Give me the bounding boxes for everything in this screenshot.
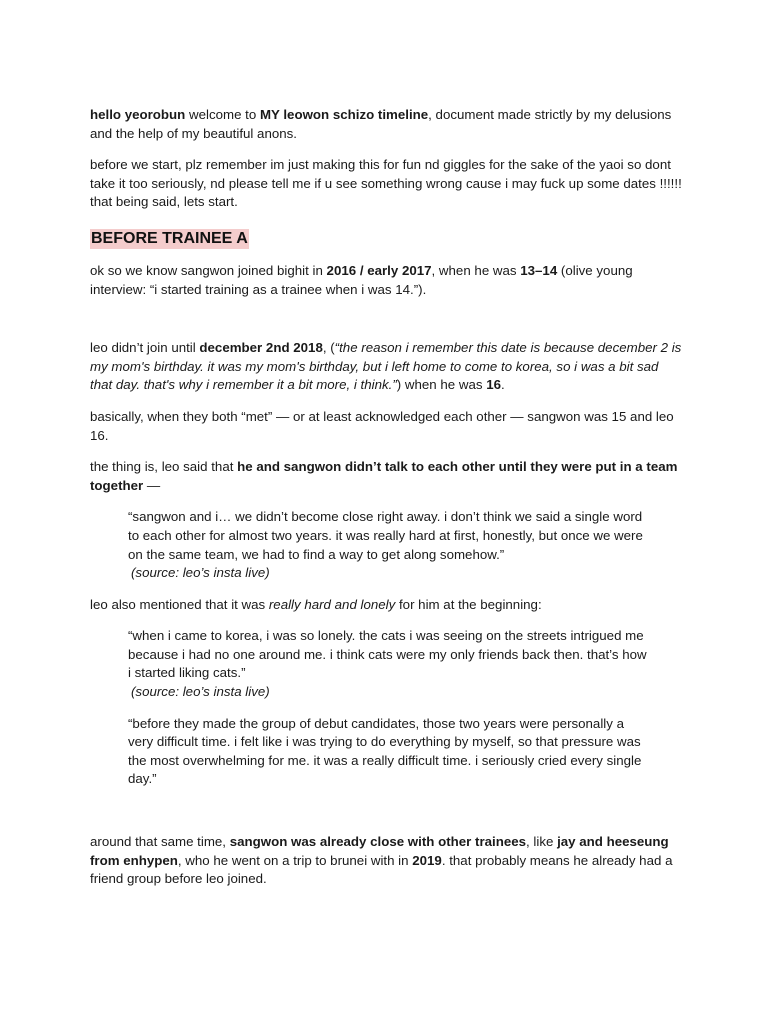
document-title: MY leowon schizo timeline [259, 107, 429, 122]
quote-block-1 [128, 508, 648, 582]
section-heading-wrap [90, 229, 682, 249]
text-run: the thing is, leo said that [90, 459, 238, 475]
quote-source [128, 564, 648, 583]
team-statement: he and sangwon didn’t talk to each other until they were put in a team together [90, 459, 678, 493]
quote-block-3 [128, 715, 648, 789]
lonely-phrase: really hard and lonely [268, 596, 396, 612]
quote-block-2 [128, 627, 648, 701]
close-trainees: sangwon was already close with other trainees [229, 834, 527, 850]
intro-text: welcome to [185, 107, 260, 122]
text-run: ok so we know sangwon joined bighit in [90, 262, 327, 278]
leo-join-age: 16 [486, 377, 501, 393]
intro-greeting: hello yeorobun [90, 107, 186, 122]
trip-year: 2019 [412, 852, 442, 868]
quote-source [128, 683, 648, 702]
join-age: 13–14 [520, 262, 558, 278]
source-text: (source: leo’s insta live) [131, 684, 270, 700]
quote-text: “when i came to korea, i was so lonely. the cats i was seeing on the streets intrigued me because i had no one around me. i think cats were my only friends back then. that’s how i started liking cats.” [128, 628, 647, 681]
document-body [90, 106, 682, 889]
text-run: . [501, 377, 505, 393]
disclaimer-paragraph: before we start, plz remember im just making this for fun nd giggles for the sake of the yaoi so dont take it too seriously, nd please tell me if u see something wrong cause i may fuck up some dates !!!!!! that being said, lets start. [90, 157, 682, 210]
text-run: — [143, 477, 161, 493]
enhypen-members: jay and heeseung from enhypen [90, 834, 669, 868]
text-run: . that probably means he already had a friend group before leo joined. [90, 852, 673, 887]
intro-paragraph [90, 106, 682, 143]
quote-text: “before they made the group of debut candidates, those two years were personally a very difficult time. i felt like i was trying to do everything by myself, so that pressure was the most overwhelming for me. it was a really difficult time. i seriously cried every single day.” [128, 715, 642, 787]
team-paragraph [90, 458, 682, 495]
text-run: , ( [322, 340, 335, 356]
section-heading: BEFORE TRAINEE A [91, 229, 248, 247]
text-run: around that same time, [90, 834, 230, 850]
text-run: for him at the beginning: [395, 596, 542, 612]
join-year: 2016 / early 2017 [326, 262, 432, 278]
text-run: (olive young interview: “i started training as a trainee when i was 14.”). [90, 262, 633, 297]
sangwon-join-paragraph [90, 262, 682, 299]
met-paragraph: basically, when they both “met” — or at least acknowledged each other — sangwon was 15 and leo 16. [90, 408, 674, 443]
quote-text: “sangwon and i… we didn’t become close right away. i don’t think we said a single word to each other for almost two years. it was really hard at first, honestly, but once we were on the same team, we had to find a way to get along somehow.” [128, 509, 643, 562]
text-run: leo didn’t join until [90, 340, 200, 356]
intro-text-end: , document made strictly by my delusions and the help of my beautiful anons. [90, 107, 672, 141]
source-text: (source: leo’s insta live) [131, 565, 270, 581]
text-run: , when he was [431, 262, 521, 278]
text-run: , like [526, 834, 558, 850]
leo-join-paragraph [90, 339, 682, 395]
text-run: ) when he was [396, 377, 487, 393]
leo-quote-inline: “the reason i remember this date is because december 2 is my mom's birthday. it was my mom's birthday, but i left home to come to korea, so i was a bit sad that day. that's why i remember it a bit more, i think.” [90, 340, 682, 393]
text-run: leo also mentioned that it was [90, 596, 269, 612]
around-paragraph [90, 833, 682, 889]
lonely-paragraph [90, 596, 682, 615]
text-run: , who he went on a trip to brunei with in [177, 852, 413, 868]
leo-join-date: december 2nd 2018 [199, 340, 323, 356]
